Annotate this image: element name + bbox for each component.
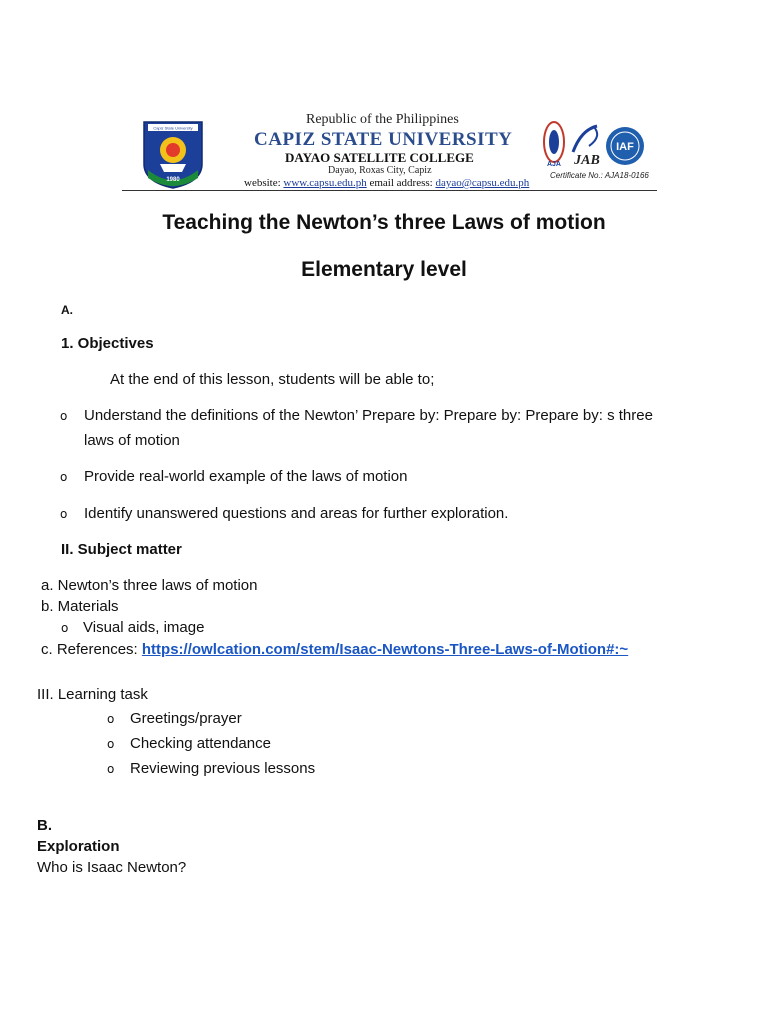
exploration-heading: Exploration [37, 838, 120, 855]
contact-line [244, 177, 529, 189]
document-title: Teaching the Newton’s three Laws of motion [162, 211, 606, 234]
exploration-question: Who is Isaac Newton? [37, 859, 187, 876]
bullet-icon: o [60, 409, 68, 423]
svg-text:JAB: JAB [574, 153, 600, 168]
objective-item-continued: laws of motion [84, 432, 180, 449]
references-label: c. References: [41, 641, 138, 658]
objective-item: Provide real-world example of the laws of motion [84, 468, 408, 485]
svg-text:Capiz State University: Capiz State University [153, 125, 193, 131]
header-divider [122, 190, 657, 191]
reference-link[interactable]: https://owlcation.com/stem/Isaac-Newtons-Three-Laws-of-Motion#:~ [141, 641, 629, 658]
learning-task-heading: III. Learning task [37, 686, 148, 703]
email-link[interactable]: dayao@capsu.edu.ph [435, 177, 530, 189]
republic-line: Republic of the Philippines [306, 112, 459, 127]
svg-text:1980: 1980 [166, 177, 180, 183]
learning-task-item: Greetings/prayer [130, 710, 242, 727]
bullet-icon: o [61, 621, 69, 635]
materials-item: Visual aids, image [83, 619, 205, 636]
objective-item: Understand the definitions of the Newton’ Prepare by: Prepare by: Prepare by: s three [84, 407, 653, 424]
aja-logo-icon [543, 120, 565, 168]
jab-logo-icon [567, 122, 605, 172]
subject-item-a: a. Newton’s three laws of motion [41, 577, 258, 594]
objective-item: Identify unanswered questions and areas for further exploration. [84, 505, 509, 522]
bullet-icon: o [107, 762, 115, 776]
bullet-icon: o [60, 507, 68, 521]
section-b-label: B. [37, 817, 52, 834]
objectives-heading: 1. Objectives [61, 335, 154, 352]
bullet-icon: o [60, 470, 68, 484]
bullet-icon: o [107, 737, 115, 751]
learning-task-item: Reviewing previous lessons [130, 760, 316, 777]
references-line [41, 641, 628, 658]
svg-text:IAF: IAF [616, 141, 634, 153]
subject-matter-heading: II. Subject matter [61, 541, 182, 558]
college-name: DAYAO SATELLITE COLLEGE [285, 150, 474, 165]
university-seal-icon [140, 118, 206, 190]
email-label: email address: [369, 177, 433, 189]
learning-task-item: Checking attendance [130, 735, 271, 752]
website-label: website: [244, 177, 281, 189]
university-name: CAPIZ STATE UNIVERSITY [254, 129, 513, 150]
objectives-intro: At the end of this lesson, students will be able to; [110, 371, 435, 388]
college-address: Dayao, Roxas City, Capiz [328, 165, 432, 176]
certificate-number: Certificate No.: AJA18-0166 [550, 171, 649, 180]
website-link[interactable]: www.capsu.edu.ph [283, 177, 367, 189]
iaf-logo-icon [604, 125, 646, 167]
subject-item-b: b. Materials [41, 598, 119, 615]
bullet-icon: o [107, 712, 115, 726]
section-a-label: A. [61, 303, 73, 317]
svg-text:AJA: AJA [546, 161, 562, 168]
document-subtitle: Elementary level [301, 258, 467, 281]
